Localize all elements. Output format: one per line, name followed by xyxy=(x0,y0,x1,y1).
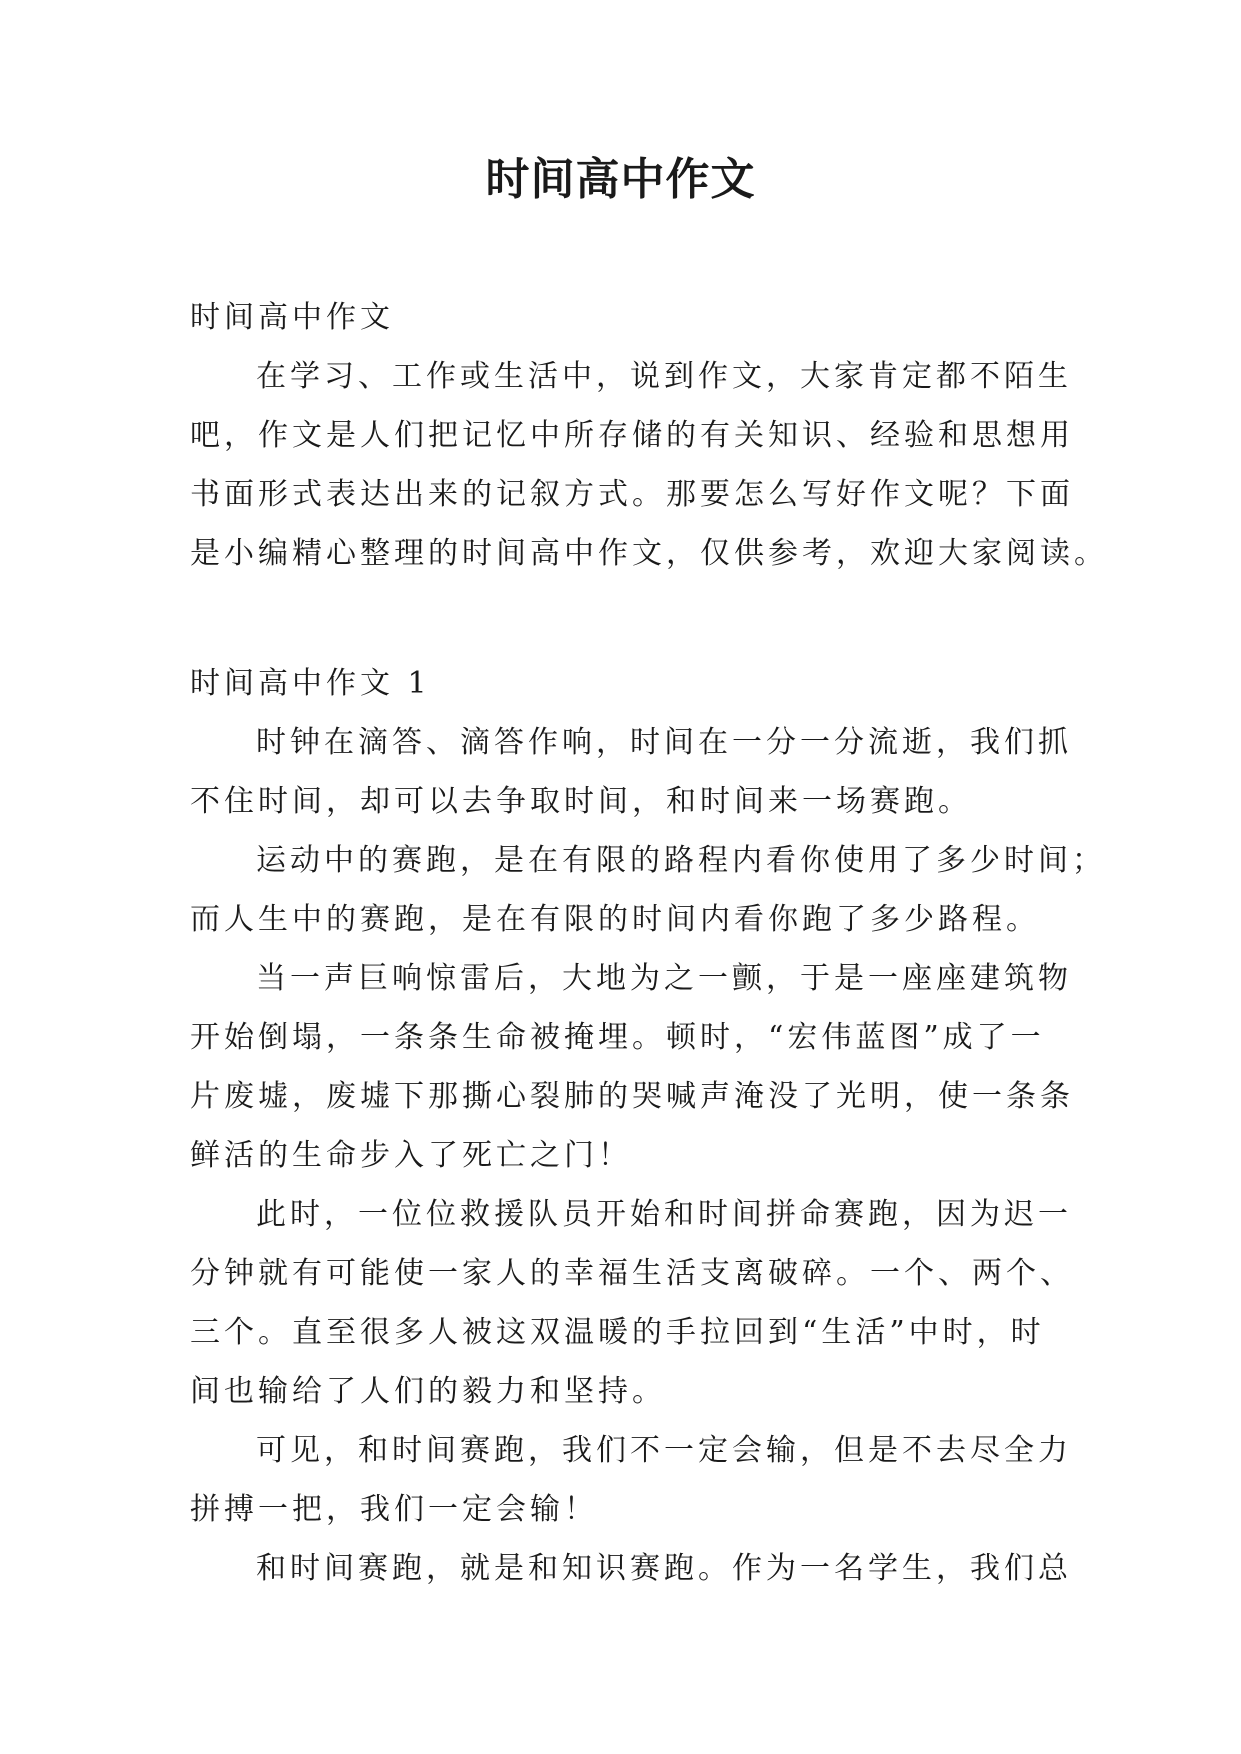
paragraph-line: 片废墟，废墟下那撕心裂肺的哭喊声淹没了光明，使一条条 xyxy=(190,1079,1074,1114)
document-body xyxy=(190,288,1108,1598)
intro-heading: 时间高中作文 xyxy=(190,300,394,335)
paragraph-line: 当一声巨响惊雷后，大地为之一颤，于是一座座建筑物 xyxy=(256,961,1072,996)
intro-paragraph-line: 是小编精心整理的时间高中作文，仅供参考，欢迎大家阅读。 xyxy=(190,536,1108,571)
paragraph-line: 开始倒塌，一条条生命被掩埋。顿时，“宏伟蓝图”成了一 xyxy=(190,1020,1045,1055)
intro-paragraph-line: 在学习、工作或生活中，说到作文，大家肯定都不陌生 xyxy=(256,359,1072,394)
paragraph-line: 不住时间，却可以去争取时间，和时间来一场赛跑。 xyxy=(190,784,972,819)
intro-paragraph-line: 书面形式表达出来的记叙方式。那要怎么写好作文呢？下面 xyxy=(190,477,1074,512)
paragraph-line: 三个。直至很多人被这双温暖的手拉回到“生活”中时，时 xyxy=(190,1315,1045,1350)
paragraph-line: 可见，和时间赛跑，我们不一定会输，但是不去尽全力 xyxy=(256,1433,1072,1468)
section-heading: 时间高中作文 1 xyxy=(190,666,431,701)
paragraph-line: 此时，一位位救援队员开始和时间拼命赛跑，因为迟一 xyxy=(256,1197,1072,1232)
paragraph-line: 运动中的赛跑，是在有限的路程内看你使用了多少时间； xyxy=(256,843,1106,878)
paragraph-line: 而人生中的赛跑，是在有限的时间内看你跑了多少路程。 xyxy=(190,902,1040,937)
paragraph-line: 时钟在滴答、滴答作响，时间在一分一分流逝，我们抓 xyxy=(256,725,1072,760)
paragraph-line: 鲜活的生命步入了死亡之门！ xyxy=(190,1138,632,1173)
intro-paragraph-line: 吧，作文是人们把记忆中所存储的有关知识、经验和思想用 xyxy=(190,418,1074,453)
paragraph-line: 拼搏一把，我们一定会输！ xyxy=(190,1492,598,1527)
paragraph-line: 分钟就有可能使一家人的幸福生活支离破碎。一个、两个、 xyxy=(190,1256,1074,1291)
paragraph-line: 和时间赛跑，就是和知识赛跑。作为一名学生，我们总 xyxy=(256,1551,1072,1586)
paragraph-line: 间也输给了人们的毅力和坚持。 xyxy=(190,1374,666,1409)
section-spacer xyxy=(190,583,1062,654)
document-title: 时间高中作文 xyxy=(485,154,756,205)
